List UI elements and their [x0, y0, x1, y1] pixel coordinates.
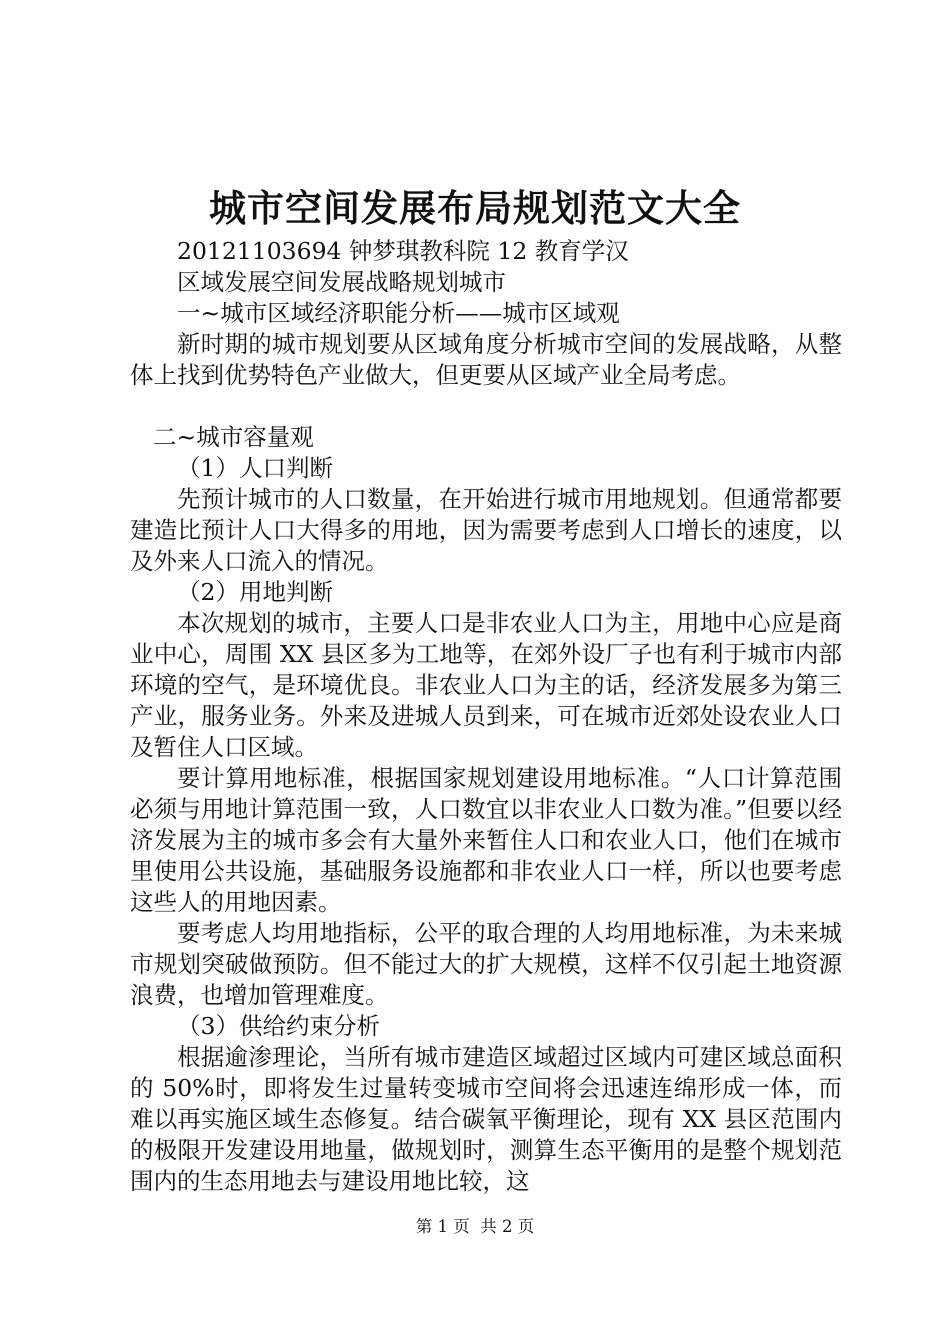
author-line: 20121103694 钟梦琪教科院 12 教育学汉 — [177, 237, 629, 265]
document-title: 城市空间发展布局规划范文大全 — [209, 186, 741, 230]
subsection-heading-3: （3）供给约束分析 — [177, 1012, 380, 1040]
keywords-line: 区域发展空间发展战略规划城市 — [177, 268, 506, 296]
subsection-heading-1: （1）人口判断 — [177, 454, 333, 482]
section-heading-2: 二~城市容量观 — [153, 423, 314, 451]
paragraph: 根据逾渗理论，当所有城市建造区域超过区域内可建区域总面积的 50%时，即将发生过量转变城市空间将会迅速连绵形成一体，而难以再实施区域生态修复。结合碳氧平衡理论，现有 XX 县区范围内的极限开发建设用地量，做规划时，测算生态平衡用的是整个规划范围内的生态用地去与建设用地比较，这 — [130, 1043, 842, 1195]
page-number: 第 1 页 共 2 页 — [415, 1217, 535, 1236]
subsection-heading-2: （2）用地判断 — [177, 578, 333, 606]
document-body — [130, 236, 842, 1197]
paragraph: 本次规划的城市，主要人口是非农业人口为主，用地中心应是商业中心，周围 XX 县区多为工地等，在郊外设厂子也有利于城市内部环境的空气，是环境优良。非农业人口为主的话，经济发展多为第三产业，服务业务。外来及进城人员到来，可在城市近郊处设农业人口及暂住人口区域。 — [130, 609, 842, 761]
paragraph: 新时期的城市规划要从区域角度分析城市空间的发展战略，从整体上找到优势特色产业做大，但更要从区域产业全局考虑。 — [130, 330, 842, 389]
section-heading-1: 一~城市区域经济职能分析——城市区域观 — [177, 299, 620, 327]
paragraph: 先预计城市的人口数量，在开始进行城市用地规划。但通常都要建造比预计人口大得多的用地，因为需要考虑到人口增长的速度，以及外来人口流入的情况。 — [130, 485, 842, 575]
paragraph: 要考虑人均用地指标，公平的取合理的人均用地标准，为未来城市规划突破做预防。但不能过大的扩大规模，这样不仅引起土地资源浪费，也增加管理难度。 — [130, 919, 842, 1009]
paragraph: 要计算用地标准，根据国家规划建设用地标准。“人口计算范围必须与用地计算范围一致，人口数宜以非农业人口数为准。”但要以经济发展为主的城市多会有大量外来暂住人口和农业人口，他们在城市里使用公共设施，基础服务设施都和非农业人口一样，所以也要考虑这些人的用地因素。 — [130, 764, 842, 916]
